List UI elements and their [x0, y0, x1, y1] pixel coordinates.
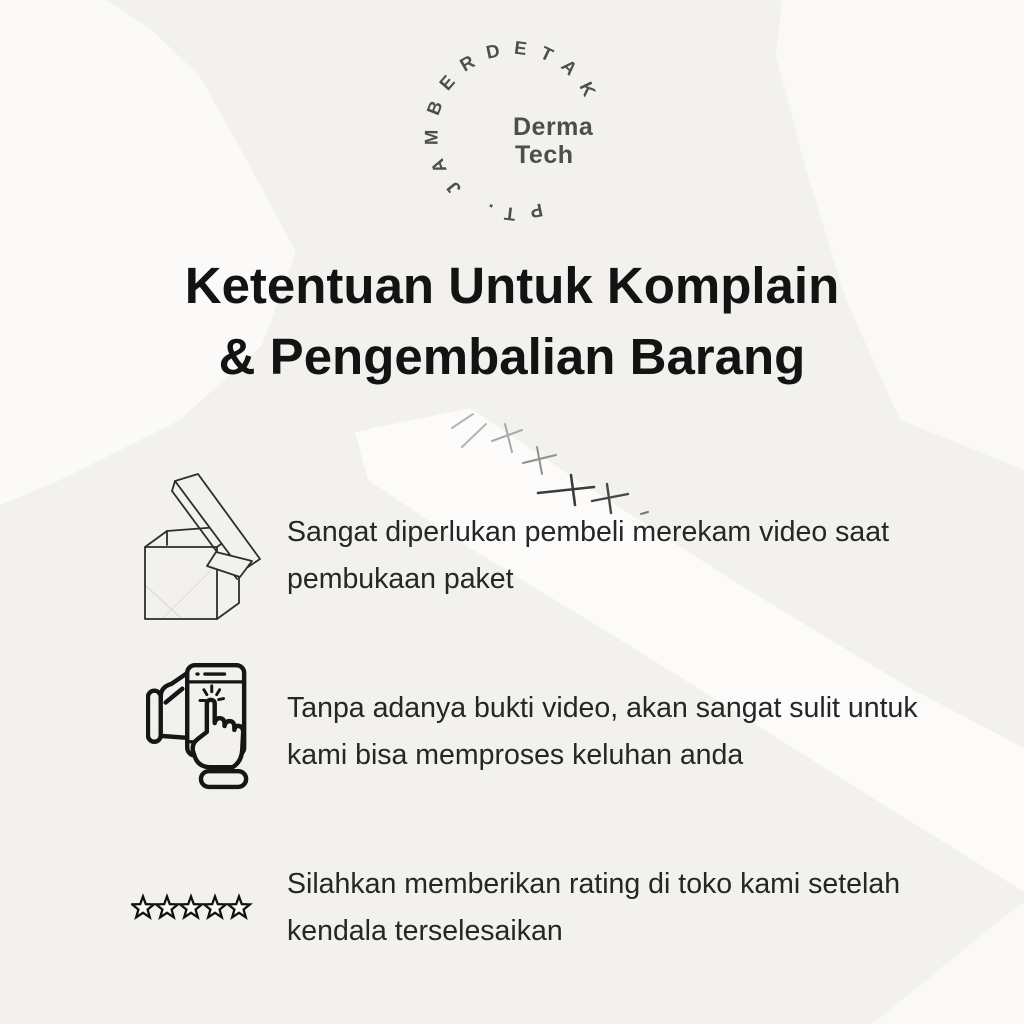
- phone-tap-icon: [146, 657, 252, 800]
- star-icon: [156, 897, 178, 918]
- star-icon: [132, 897, 154, 918]
- item-3-line2: kendala terselesaikan: [287, 914, 563, 947]
- item-2-line1: Tanpa adanya bukti video, akan sangat sulit untuk: [287, 692, 918, 724]
- page-title-line2: & Pengembalian Barang: [218, 328, 806, 385]
- page-title-line1: Ketentuan Untuk Komplain: [184, 257, 840, 314]
- item-1-line1: Sangat diperlukan pembeli merekam video saat: [287, 516, 890, 548]
- item-1-line2: pembukaan paket: [287, 562, 514, 595]
- brand-name-line1: Derma: [513, 113, 594, 141]
- brand-name-line2: Tech: [515, 141, 574, 169]
- rating-stars-icon: [131, 891, 253, 925]
- item-3-text: [287, 861, 992, 954]
- item-2-text: [287, 685, 992, 778]
- star-icon: [180, 897, 202, 918]
- open-box-icon: [142, 467, 264, 625]
- brand-logo-stamp: [393, 14, 637, 246]
- brand-arc-text: PT. JAMBERDETAK: [420, 36, 606, 226]
- star-icon: [228, 897, 250, 918]
- item-3-line1: Silahkan memberikan rating di toko kami setelah: [287, 868, 901, 900]
- item-2-line2: kami bisa memproses keluhan anda: [287, 738, 744, 771]
- page-title: [0, 250, 1024, 392]
- item-1-text: [287, 509, 992, 602]
- star-icon: [204, 897, 226, 918]
